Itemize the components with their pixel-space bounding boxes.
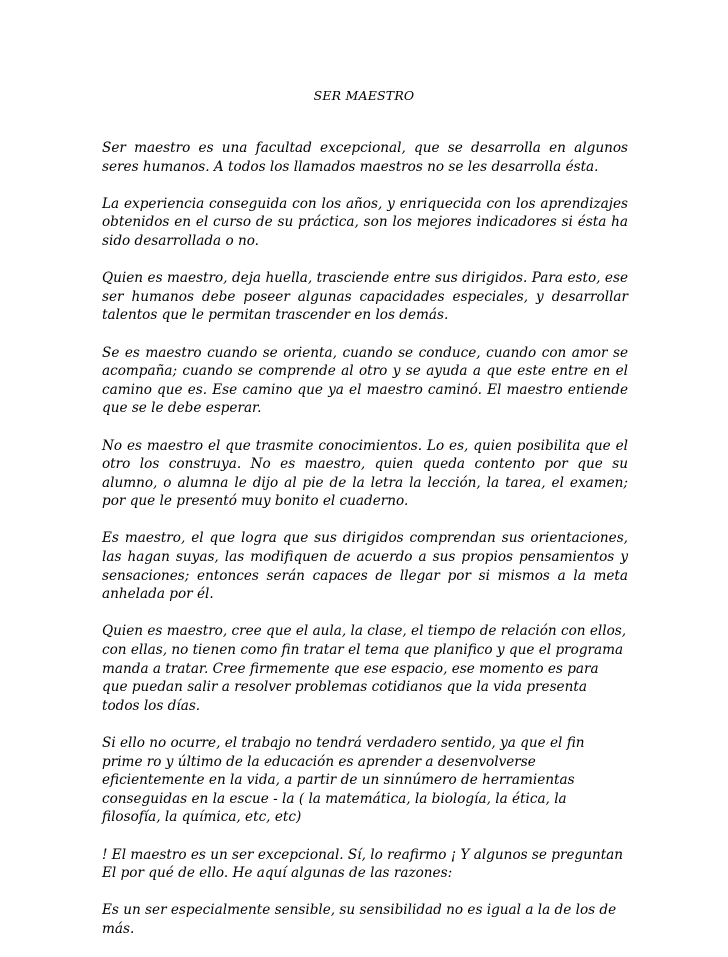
- document-body: [102, 139, 628, 957]
- paragraph-7: Quien es maestro, cree que el aula, la clase, el tiempo de relación con ellos, con ellas, no tienen como fin tratar el tema que planifico y que el programa manda a tratar. Cree firmemente que ese espacio, ese momento es para que puedan salir a resolver problemas cotidianos que la vida presenta todos los días.: [102, 623, 627, 714]
- paragraph-5: No es maestro el que trasmite conocimientos. Lo es, quien posibilita que el otro los construya. No es maestro, quien queda contento por que su alumno, o alumna le dijo al pie de la letra la lección, la tarea, el examen; por que le presentó muy bonito el cuaderno.: [102, 437, 628, 510]
- paragraph-10: Es un ser especialmente sensible, su sensibilidad no es igual a la de los de más.: [102, 902, 617, 937]
- document-title: SER MAESTRO: [313, 88, 415, 103]
- paragraph-4: Se es maestro cuando se orienta, cuando se conduce, cuando con amor se acompaña; cuando se comprende al otro y se ayuda a que este entre en el camino que es. Ese camino que ya el maestro caminó. El maestro entiende que se le debe esperar.: [102, 344, 628, 417]
- paragraph-1: Ser maestro es una facultad excepcional, que se desarrolla en algunos seres humanos. A todos los llamados maestros no se les desarrolla ésta.: [102, 140, 628, 175]
- paragraph-9: ! El maestro es un ser excepcional. Sí, lo reafirmo ¡ Y algunos se preguntan El por qué de ello. He aquí algunas de las razones:: [102, 846, 624, 882]
- paragraph-3: Quien es maestro, deja huella, trasciende entre sus dirigidos. Para esto, ese ser humanos debe poseer algunas capacidades especiales, y desarrollar talentos que le permitan trascender en los demás.: [102, 270, 628, 324]
- paragraph-8: Si ello no ocurre, el trabajo no tendrá verdadero sentido, ya que el fin prime ro y último de la educación es aprender a desenvolverse eficientemente en la vida, a partir de un sinnúmero de herramientas conseguidas en la escue - la ( la matemática, la biología, la ética, la filosofía, la química, etc, etc): [102, 735, 585, 826]
- paragraph-2: La experiencia conseguida con los años, y enriquecida con los aprendizajes obtenidos en el curso de su práctica, son los mejores indicadores si ésta ha sido desarrollada o no.: [102, 195, 628, 249]
- paragraph-6: Es maestro, el que logra que sus dirigidos comprendan sus orientaciones, las hagan suyas, las modifiquen de acuerdo a sus propios pensamientos y sensaciones; entonces serán capaces de llegar por si mismos a la meta anhelada por él.: [102, 530, 628, 603]
